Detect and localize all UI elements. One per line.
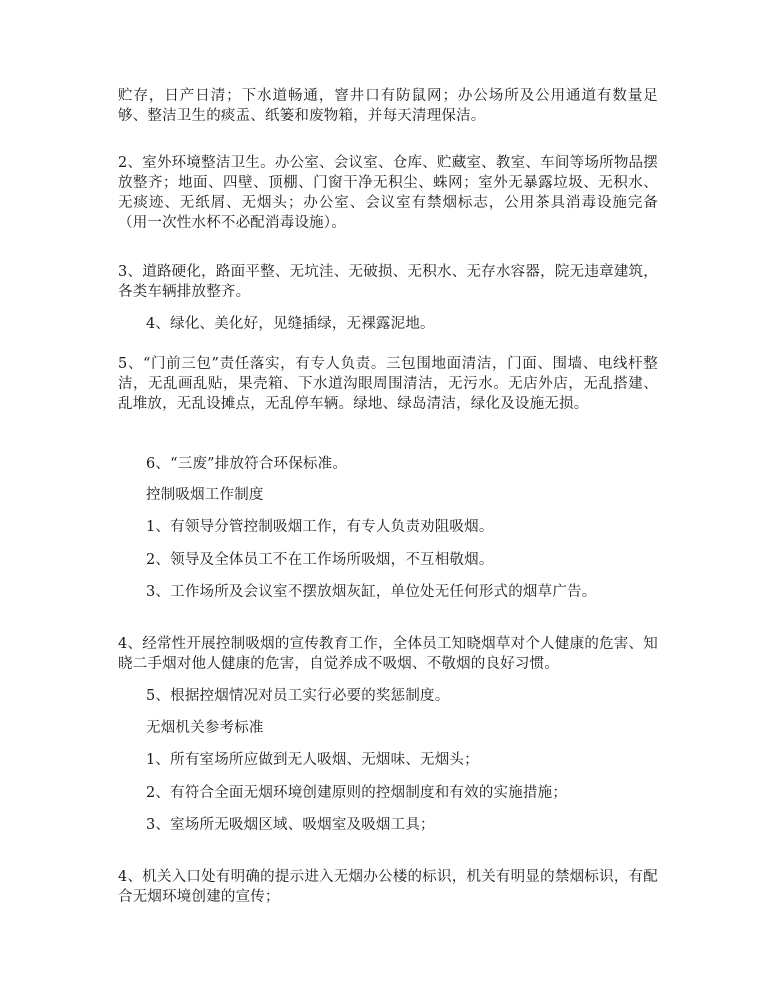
paragraph-smoking-rule-4: 4、经常性开展控制吸烟的宣传教育工作，全体员工知晓烟草对个人健康的危害、知晓二手烟对他人健康的危害，自觉养成不吸烟、不敬烟的良好习惯。 [118, 636, 658, 672]
paragraph-standard-1: 1、所有室场所应做到无人吸烟、无烟味、无烟头； [146, 752, 479, 768]
paragraph-standard-3: 3、室场所无吸烟区域、吸烟室及吸烟工具； [146, 817, 435, 833]
paragraph-smoking-rule-3: 3、工作场所及会议室不摆放烟灰缸，单位处无任何形式的烟草广告。 [146, 584, 597, 600]
paragraph-outdoor-environment: 2、室外环境整洁卫生。办公室、会议室、仓库、贮藏室、教室、车间等场所物品摆放整齐；地面、四壁、顶棚、门窗干净无积尘、蛛网；室外无暴露垃圾、无积水、无痰迹、无纸屑、无烟头；办公室、会议室有禁烟标志，公用茶具消毒设施完备（用一次性水杯不必配消毒设施）。 [118, 155, 658, 231]
heading-smoke-free-standard: 无烟机关参考标准 [146, 720, 264, 736]
paragraph-standard-4: 4、机关入口处有明确的提示进入无烟办公楼的标识，机关有明显的禁烟标识，有配合无烟环境创建的宣传； [118, 869, 658, 905]
paragraph-smoking-rule-2: 2、领导及全体员工不在工作场所吸烟，不互相敬烟。 [146, 552, 494, 568]
paragraph-smoking-rule-1: 1、有领导分管控制吸烟工作，有专人负责劝阻吸烟。 [146, 519, 494, 535]
paragraph-three-wastes: 6、“三废”排放符合环保标准。 [146, 456, 348, 472]
paragraph-storage-cleanliness: 贮存，日产日清；下水道畅通，窨井口有防鼠网；办公场所及公用通道有数量足够、整洁卫生的痰盂、纸篓和废物箱，并每天清理保洁。 [118, 88, 658, 124]
paragraph-road-hardening: 3、道路硬化，路面平整、无坑洼、无破损、无积水、无存水容器，院无违章建筑，各类车辆排放整齐。 [118, 264, 658, 300]
heading-smoking-control-system: 控制吸烟工作制度 [146, 487, 264, 503]
paragraph-three-guarantees: 5、“门前三包”责任落实，有专人负责。三包围地面清洁，门面、围墙、电线杆整洁，无乱画乱贴，果壳箱、下水道沟眼周围清洁，无污水。无店外店，无乱搭建、乱堆放，无乱设摊点，无乱停车辆。绿地、绿岛清洁，绿化及设施无损。 [118, 356, 658, 412]
paragraph-standard-2: 2、有符合全面无烟环境创建原则的控烟制度和有效的实施措施； [146, 785, 568, 801]
paragraph-smoking-rule-5: 5、根据控烟情况对员工实行必要的奖惩制度。 [146, 688, 450, 704]
paragraph-greening: 4、绿化、美化好，见缝插绿，无裸露泥地。 [146, 316, 435, 332]
